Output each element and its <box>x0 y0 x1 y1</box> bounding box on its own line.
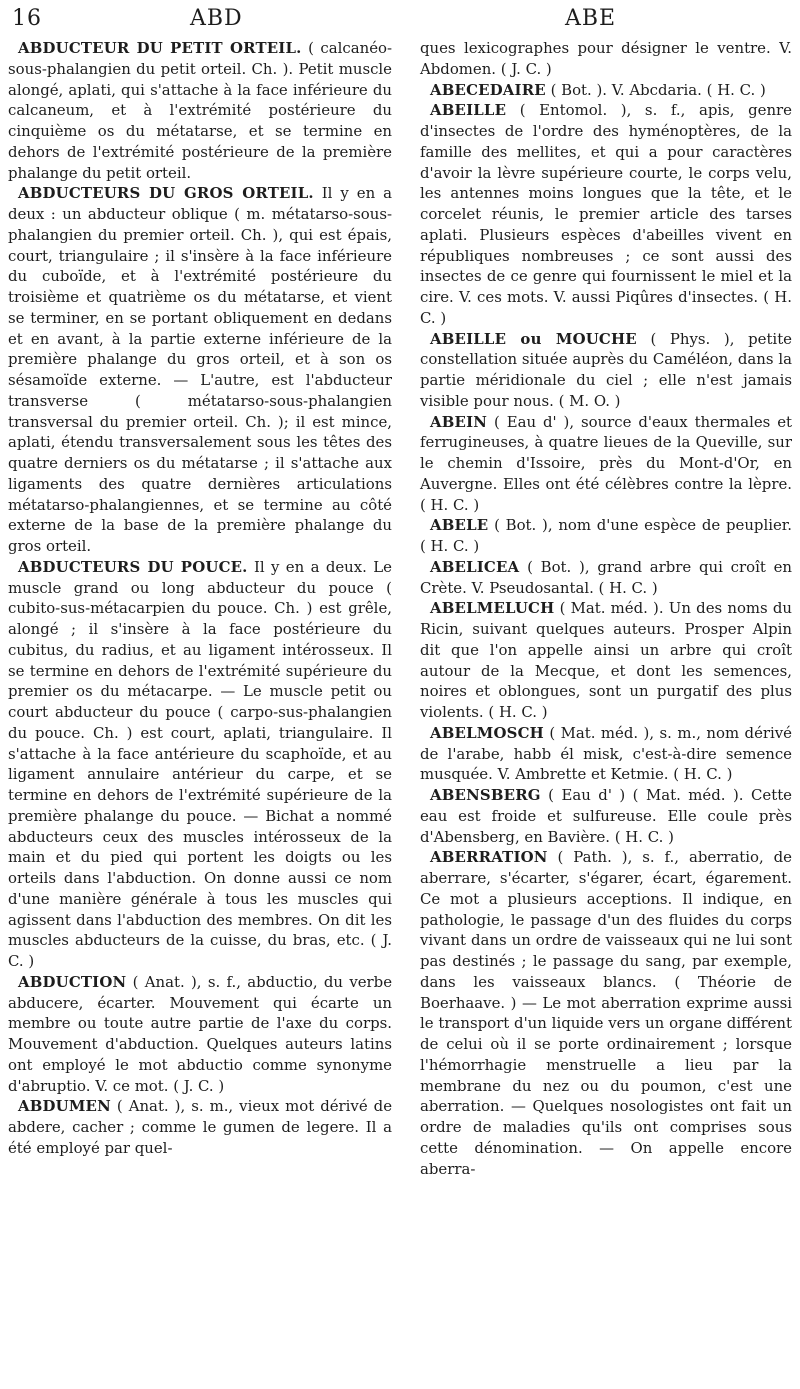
entry-headword: ABEILLE <box>430 101 507 120</box>
right-column <box>420 38 792 1179</box>
entry-text: ( Bot. ), nom d'une espèce de peuplier. ( H. C. ) <box>420 516 792 555</box>
entry-headword: ABEIN <box>430 412 488 431</box>
entry-headword: ABENSBERG <box>430 786 541 804</box>
running-head-right: ABE <box>565 6 617 31</box>
entry-headword: ABDUCTION <box>18 972 127 991</box>
page-number: 16 <box>12 6 42 31</box>
entry-headword: ABELICEA <box>430 557 520 576</box>
entry-text: ( calcanéo-sous-phalangien du petit orteil. Ch. ). Petit muscle alongé, aplati, qui s'attache à la face inférieure du calcaneum, et à l'extrémité postérieure du cinquième os du métatarse, et se termine en dehors de l'extrémité postérieure de la première phalange du petit orteil. <box>8 39 392 182</box>
entry-text: ( Anat. ), s. m., vieux mot dérivé de abdere, cacher ; comme le gumen de legere. Il a été employé par quel- <box>8 1097 393 1157</box>
entry-headword: ABDUCTEURS DU GROS ORTEIL. <box>18 184 314 203</box>
entry-text: ( Entomol. ), s. f., apis, genre d'insectes de l'ordre des hyménoptères, de la famille des mellites, et qui a pour caractères d'avoir la lèvre supérieure courte, le corps velu, les antennes moins longues que la tête, et le corcelet réunis, le premier article des tarses aplati. Plusieurs espèces d'abeilles vivent en républiques nombreuses ; ce sont aussi des insectes de ce genre qui fournissent le miel et la cire. V. ces mots. V. aussi Piqûres d'insectes. ( H. C. ) <box>420 101 792 327</box>
entry-abducteur-petit-orteil <box>8 38 392 183</box>
entry-abeille <box>420 100 792 328</box>
entry-abensberg <box>420 785 792 847</box>
entry-text: Il y en a deux. Le muscle grand ou long abducteur du pouce ( cubito-sus-métacarpien du pouce. Ch. ) est grêle, alongé ; il s'insère à la face postérieure du cubitus, du radius, et au ligament intérosseux. Il se termine en dehors de l'extrémité supérieure du premier os du métacarpe. — Le muscle petit ou court abducteur du pouce ( carpo-sus-phalangien du pouce. Ch. ) est court, aplati, triangulaire. Il s'attache à la face antérieure du scaphoïde, et au ligament annulaire antérieur du carpe, et se termine en dehors de l'extrémité supérieure de la première phalange du pouce. — Bichat a nommé abducteurs ceux des muscles intérosseux de la main et du pied qui portent les doigts ou les orteils dans l'abduction. On donne aussi ce nom d'une manière générale à tous les muscles qui agissent dans l'abduction des membres. On dit les muscles abducteurs de la cuisse, du bras, etc. ( J. C. ) <box>8 557 392 970</box>
entry-text: ques lexicographes pour désigner le ventre. V. Abdomen. ( J. C. ) <box>420 39 792 78</box>
entry-abeille-mouche <box>420 329 792 412</box>
entry-text: ( Path. ), s. f., aberratio, de aberrare, s'écarter, s'égarer, écart, égarement. Ce mot a plusieurs acceptions. Il indique, en pathologie, le passage d'un des fluides du corps vivant dans un ordre de vaisseaux qui ne lui sont pas destinés ; le passage du sang, par exemple, dans les vaisseaux blancs. ( Théorie de Boerhaave. ) — Le mot aberration exprime aussi le transport d'un liquide vers un organe différent de celui où il se porte ordinairement ; lorsque l'hémorrhagie menstruelle a lieu par la membrane du nez ou du poumon, c'est une aberration. — Quelques nosologistes ont fait un ordre de maladies qu'ils ont comprises sous cette dénomination. — On appelle encore aberra- <box>420 848 792 1178</box>
entry-abein <box>420 412 792 516</box>
entry-text: ( Mat. méd. ). Un des noms du Ricin, suivant quelques auteurs. Prosper Alpin dit que l'on appelle ainsi un arbre qui croît autour de la Mecque, et dont les semences, noires et oblongues, sont un purgatif des plus violents. ( H. C. ) <box>420 599 793 721</box>
entry-headword: ABELMOSCH <box>430 723 544 742</box>
entry-aberration <box>420 847 792 1179</box>
entry-text: ( Anat. ), s. f., abductio, du verbe abducere, écarter. Mouvement qui écarte un membre ou toute autre partie de l'axe du corps. Mouvement d'abduction. Quelques auteurs latins ont employé le mot abductio comme synonyme d'abruptio. V. ce mot. ( J. C. ) <box>8 972 393 1095</box>
entry-abducteurs-gros-orteil <box>8 183 392 557</box>
entry-headword: ABELE <box>430 516 489 535</box>
entry-text: ( Eau d' ) ( Mat. méd. ). Cette eau est froide et sulfureuse. Elle coule près d'Abensberg, en Bavière. ( H. C. ) <box>420 786 792 846</box>
entry-abduction <box>8 972 392 1097</box>
entry-text: ( Bot. ). V. Abcdaria. ( H. C. ) <box>550 80 766 99</box>
entry-text: ( Bot. ), grand arbre qui croît en Crète. V. Pseudosantal. ( H. C. ) <box>420 557 792 597</box>
entry-abducteurs-pouce <box>8 557 392 972</box>
left-column <box>8 38 392 1159</box>
entry-text: ( Phys. ), petite constellation située auprès du Caméléon, dans la partie méridionale du ciel ; elle n'est jamais visible pour nous. ( M. O. ) <box>420 329 792 410</box>
entry-text: ( Mat. méd. ), s. m., nom dérivé de l'arabe, habb él misk, c'est-à-dire semence musquée. V. Ambrette et Ketmie. ( H. C. ) <box>420 723 792 784</box>
entry-text: ( Eau d' ), source d'eaux thermales et ferrugineuses, à quatre lieues de la Queville, sur le chemin d'Issoire, près du Mont-d'Or, en Auvergne. Elles ont été célèbres contre la lèpre. ( H. C. ) <box>420 412 793 514</box>
entry-abelmosch <box>420 723 792 785</box>
entry-abdumen <box>8 1096 392 1158</box>
entry-text: Il y en a deux : un abducteur oblique ( m. métatarso-sous-phalangien du premier orteil. Ch. ), qui est épais, court, triangulaire ; il s'insère à la face inférieure du cuboïde, et à l'extrémité postérieure du troisième et quatrième os du métatarse, et vient se terminer, en se portant obliquement en dedans et en avant, à la partie externe inférieure de la première phalange du gros orteil, et à son os sésamoïde externe. — L'autre, est l'abducteur transverse ( métatarso-sous-phalangien transversal du premier orteil. Ch. ); il est mince, aplati, étendu transversalement sous les têtes des quatre derniers os du métatarse ; il s'attache aux ligaments des quatre dernières articulations métatarso-phalangiennes, et se termine au côté externe de la base de la première phalange du gros orteil. <box>8 184 393 555</box>
entry-abelicea <box>420 557 792 599</box>
entry-abelmeluch <box>420 598 792 723</box>
entry-headword: ABDUCTEUR DU PETIT ORTEIL. <box>18 39 302 57</box>
entry-abele <box>420 515 792 557</box>
entry-headword: ABECEDAIRE <box>430 80 546 99</box>
entry-headword: ABDUMEN <box>18 1097 111 1116</box>
entry-headword: ABELMELUCH <box>430 599 555 618</box>
entry-headword: ABEILLE ou MOUCHE <box>430 329 637 348</box>
entry-continuation <box>420 38 792 80</box>
page-header <box>0 6 800 34</box>
running-head-left: ABD <box>190 6 243 31</box>
entry-abecedaire <box>420 80 792 101</box>
entry-headword: ABDUCTEURS DU POUCE. <box>18 557 248 576</box>
entry-headword: ABERRATION <box>430 848 548 867</box>
